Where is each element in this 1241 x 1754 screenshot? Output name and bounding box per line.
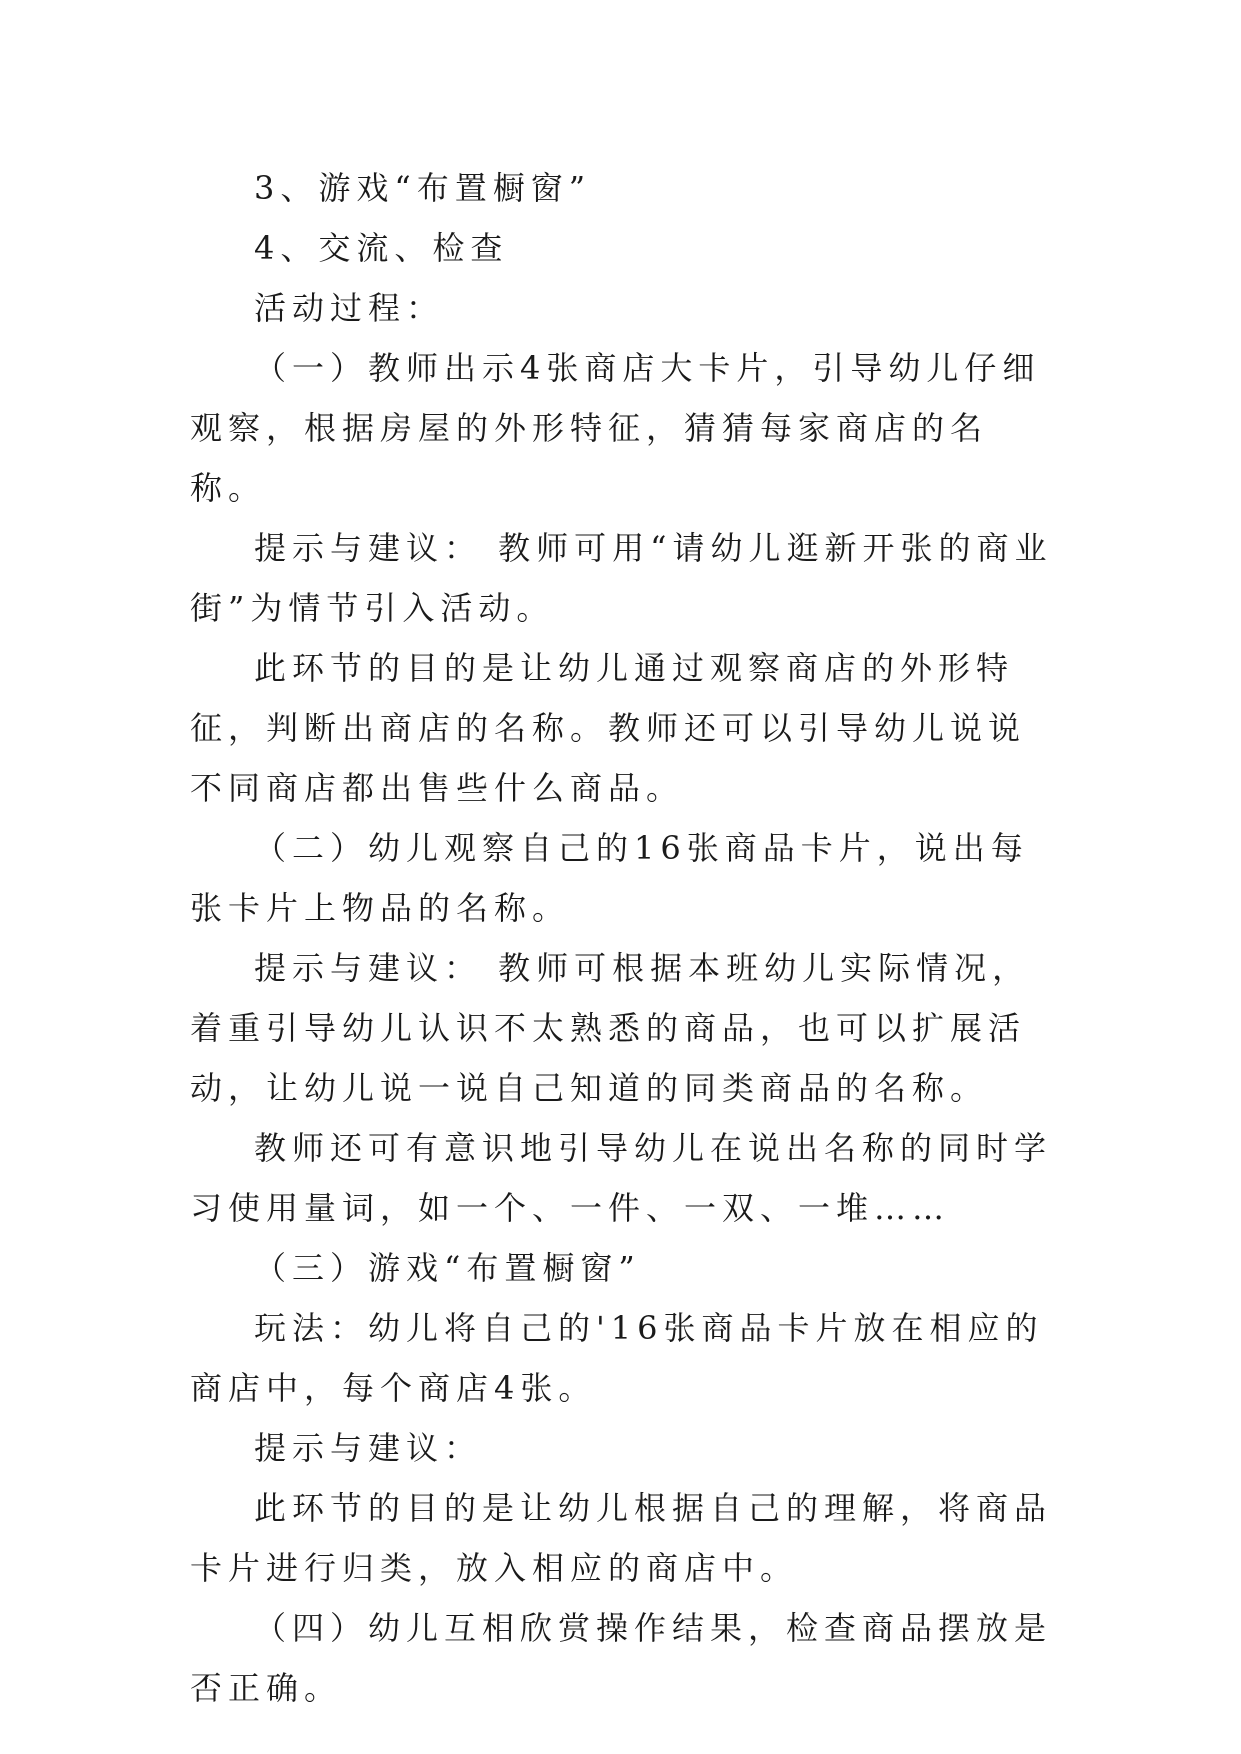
- paragraph-tip-2: 提示与建议： 教师可根据本班幼儿实际情况，着重引导幼儿认识不太熟悉的商品，也可以扩展活动，让幼儿说一说自己知道的同类商品的名称。: [190, 949, 1031, 1107]
- paragraph-item-3: 3、游戏“布置橱窗”: [254, 169, 592, 207]
- paragraph-purpose-3: 此环节的目的是让幼儿根据自己的理解，将商品卡片进行归类，放入相应的商店中。: [190, 1489, 1053, 1587]
- paragraph-step-3: （三）游戏“布置橱窗”: [254, 1249, 641, 1287]
- paragraph-step-1: （一）教师出示4张商店大卡片，引导幼儿仔细观察，根据房屋的外形特征，猜猜每家商店的名称。: [190, 349, 1041, 507]
- paragraph-item-4: 4、交流、检查: [254, 229, 509, 267]
- paragraph-gameplay: 玩法：幼儿将自己的'16张商品卡片放在相应的商店中，每个商店4张。: [190, 1309, 1044, 1407]
- paragraph-step-2: （二）幼儿观察自己的16张商品卡片，说出每张卡片上物品的名称。: [190, 829, 1029, 927]
- paragraph-activity-process: 活动过程：: [254, 289, 445, 327]
- paragraph-purpose-1: 此环节的目的是让幼儿通过观察商店的外形特征，判断出商店的名称。教师还可以引导幼儿说说不同商店都出售些什么商品。: [190, 649, 1027, 807]
- paragraph-step-4: （四）幼儿互相欣赏操作结果，检查商品摆放是否正确。: [190, 1609, 1053, 1707]
- paragraph-tip-1: 提示与建议： 教师可用“请幼儿逛新开张的商业街”为情节引入活动。: [190, 529, 1053, 627]
- document-body: [190, 158, 1060, 1718]
- paragraph-tip-3: 提示与建议：: [254, 1429, 483, 1467]
- paragraph-measure-words: 教师还可有意识地引导幼儿在说出名称的同时学习使用量词，如一个、一件、一双、一堆……: [190, 1129, 1053, 1227]
